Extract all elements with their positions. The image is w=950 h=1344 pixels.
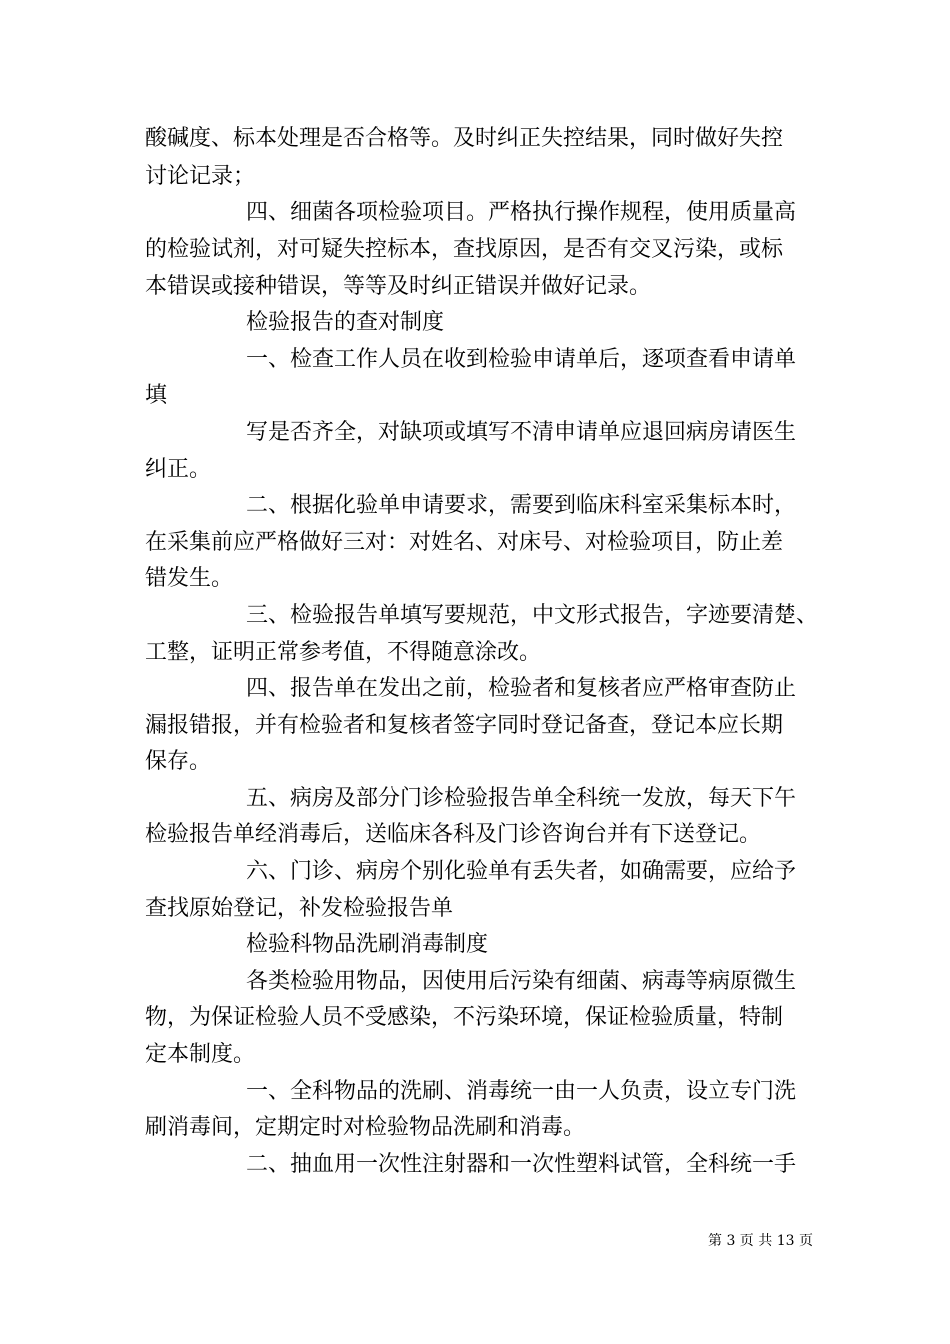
text-line: 六、门诊、病房个别化验单有丢失者，如确需要，应给予: [246, 859, 797, 884]
text-line: 漏报错报，并有检验者和复核者签字同时登记备查，登记本应长期: [145, 713, 784, 738]
text-line: 刷消毒间，定期定时对检验物品洗刷和消毒。: [145, 1115, 586, 1140]
text-line: 四、细菌各项检验项目。严格执行操作规程，使用质量高: [246, 200, 797, 225]
text-line: 酸碱度、标本处理是否合格等。及时纠正失控结果，同时做好失控: [145, 126, 784, 151]
text-line: 物，为保证检验人员不受感染，不污染环境，保证检验质量，特制: [145, 1005, 784, 1030]
text-line: 错发生。: [145, 566, 234, 591]
text-line: 五、病房及部分门诊检验报告单全科统一发放，每天下午: [246, 786, 797, 811]
text-line: 检验报告单经消毒后，送临床各科及门诊咨询台并有下送登记。: [145, 822, 762, 847]
text-line: 二、抽血用一次性注射器和一次性塑料试管，全科统一手: [246, 1152, 797, 1177]
text-line: 一、全科物品的洗刷、消毒统一由一人负责，设立专门洗: [246, 1079, 797, 1104]
text-line: 一、检查工作人员在收到检验申请单后，逐项查看申请单: [246, 347, 797, 372]
page-number: 第 3 页 共 13 页: [708, 1233, 813, 1249]
text-line: 的检验试剂，对可疑失控标本，查找原因，是否有交叉污染，或标: [145, 237, 784, 262]
text-line: 本错误或接种错误，等等及时纠正错误并做好记录。: [145, 274, 652, 299]
text-line: 讨论记录；: [145, 164, 256, 189]
text-line: 在采集前应严格做好三对：对姓名、对床号、对检验项目，防止差: [145, 530, 784, 555]
text-line: 纠正。: [145, 457, 212, 482]
text-line: 二、根据化验单申请要求，需要到临床科室采集标本时，: [246, 493, 797, 518]
text-line: 保存。: [145, 749, 212, 774]
text-line: 四、报告单在发出之前，检验者和复核者应严格审查防止: [246, 676, 797, 701]
text-line: 定本制度。: [145, 1042, 256, 1067]
text-line: 工整，证明正常参考值，不得随意涂改。: [145, 640, 542, 665]
text-line: 各类检验用物品，因使用后污染有细菌、病毒等病原微生: [246, 969, 797, 994]
section-heading: 检验科物品洗刷消毒制度: [246, 932, 489, 957]
text-line: 查找原始登记，补发检验报告单: [145, 896, 454, 921]
text-line: 写是否齐全，对缺项或填写不清申请单应退回病房请医生: [246, 420, 797, 445]
text-line: 填: [145, 383, 168, 408]
text-line: 三、检验报告单填写要规范，中文形式报告，字迹要清楚、: [246, 603, 819, 628]
section-heading: 检验报告的查对制度: [246, 310, 445, 335]
